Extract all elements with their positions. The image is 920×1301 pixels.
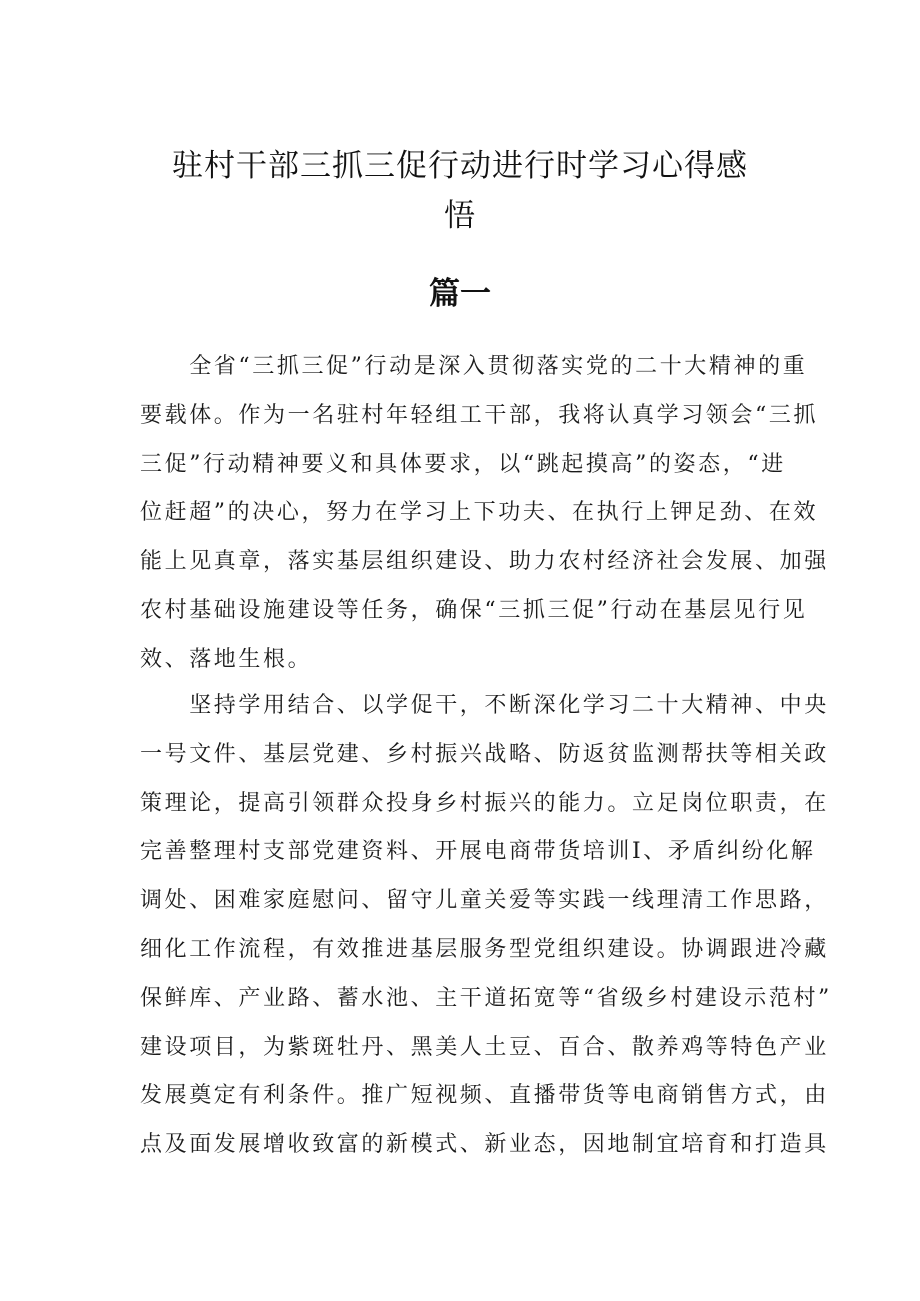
paragraph-line: 效、落地生根。 xyxy=(140,646,313,672)
paragraph-line: 点及面发展增收致富的新模式、新业态，因地制宜培育和打造具 xyxy=(140,1132,829,1158)
section-heading: 篇一 xyxy=(429,276,491,312)
paragraph-line: 一号文件、基层党建、乡村振兴战略、防返贫监测帮扶等相关政 xyxy=(140,741,829,767)
paragraph-2 xyxy=(140,682,832,1170)
paragraph-line: 三促”行动精神要义和具体要求，以“跳起摸高”的姿态，“进 xyxy=(140,451,786,477)
paragraph-line: 能上见真章，落实基层组织建设、助力农村经济社会发展、加强 xyxy=(140,549,829,575)
paragraph-line: 坚持学用结合、以学促干，不断深化学习二十大精神、中央 xyxy=(140,693,829,718)
paragraph-line: 建设项目，为紫斑牡丹、黑美人土豆、百合、散养鸡等特色产业 xyxy=(140,1034,829,1060)
paragraph-line: 农村基础设施建设等任务，确保“三抓三促”行动在基层见行见 xyxy=(140,597,808,623)
document-title-line-1: 驻村干部三抓三促行动进行时学习心得感 xyxy=(172,148,748,184)
paragraph-line: 调处、困难家庭慰问、留守儿童关爱等实践一线理清工作思路， xyxy=(140,888,829,914)
paragraph-line: 要载体。作为一名驻村年轻组工干部，我将认真学习领会“三抓 xyxy=(140,402,819,428)
paragraph-line: 全省“三抓三促”行动是深入贯彻落实党的二十大精神的重 xyxy=(140,354,808,379)
paragraph-line: 位赶超”的决心，努力在学习上下功夫、在执行上钾足劲、在效 xyxy=(140,500,819,526)
paragraph-line: 完善整理村支部党建资料、开展电商带货培训Ⅰ、矛盾纠纷化解 xyxy=(140,839,816,865)
paragraph-line: 保鲜库、产业路、蓄水池、主干道拓宽等“省级乡村建设示范村” xyxy=(140,985,832,1011)
paragraph-1 xyxy=(140,343,829,685)
paragraph-line: 策理论，提高引领群众投身乡村振兴的能力。立足岗位职责，在 xyxy=(140,790,829,816)
paragraph-line: 细化工作流程，有效推进基层服务型党组织建设。协调跟进冷藏 xyxy=(140,936,829,962)
document-title-line-2: 悟 xyxy=(444,198,476,234)
paragraph-line: 发展奠定有利条件。推广短视频、直播带货等电商销售方式，由 xyxy=(140,1083,829,1109)
